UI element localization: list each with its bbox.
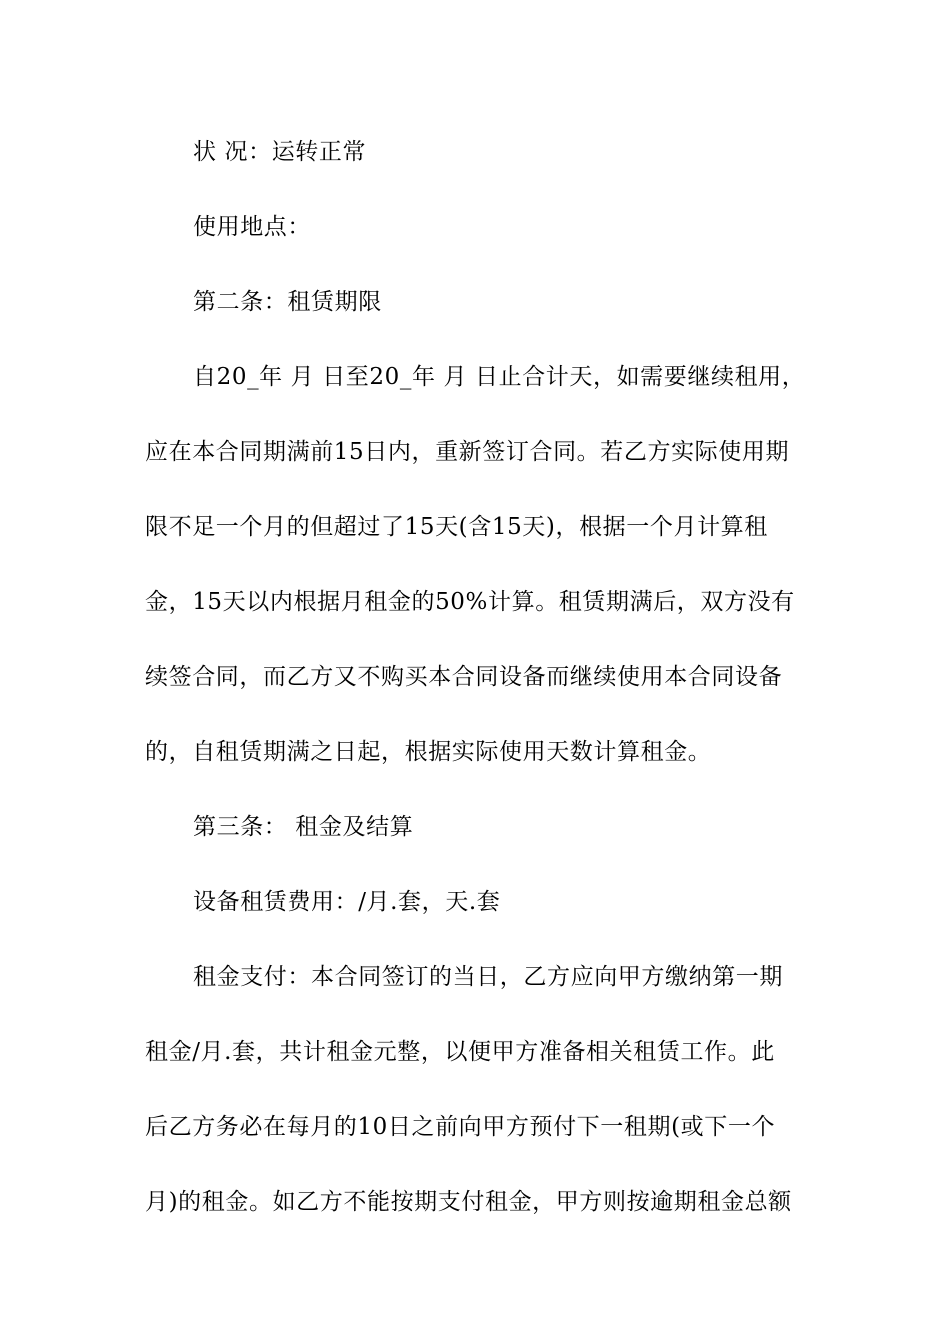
- rental-fee-line: 设备租赁费用：/月.套，天.套: [193, 889, 501, 915]
- lease-term-paragraph-line-1: 自20_年 月 日至20_年 月 日止合计天，如需要继续租用，: [193, 364, 806, 390]
- lease-term-paragraph-line-4: 金，15天以内根据月租金的50%计算。租赁期满后，双方没有: [145, 589, 795, 615]
- lease-term-paragraph-line-6: 的，自租赁期满之日起，根据实际使用天数计算租金。: [145, 739, 712, 765]
- payment-paragraph-line-2: 租金/月.套，共计租金元整，以便甲方准备相关租赁工作。此: [145, 1039, 775, 1065]
- article-three-heading: 第三条： 租金及结算: [193, 814, 414, 840]
- payment-paragraph-line-3: 后乙方务必在每月的10日之前向甲方预付下一租期(或下一个: [145, 1114, 776, 1140]
- usage-location-line: 使用地点：: [193, 214, 311, 240]
- payment-paragraph-line-4: 月)的租金。如乙方不能按期支付租金，甲方则按逾期租金总额: [145, 1189, 792, 1215]
- lease-term-paragraph-line-2: 应在本合同期满前15日内，重新签订合同。若乙方实际使用期: [145, 439, 790, 465]
- payment-paragraph-line-1: 租金支付：本合同签订的当日，乙方应向甲方缴纳第一期: [193, 964, 783, 990]
- lease-term-paragraph-line-5: 续签合同，而乙方又不购买本合同设备而继续使用本合同设备: [145, 664, 783, 690]
- equipment-status-line: 状 况：运转正常: [193, 139, 367, 165]
- lease-term-paragraph-line-3: 限不足一个月的但超过了15天(含15天)，根据一个月计算租: [145, 514, 768, 540]
- article-two-heading: 第二条：租赁期限: [193, 289, 382, 315]
